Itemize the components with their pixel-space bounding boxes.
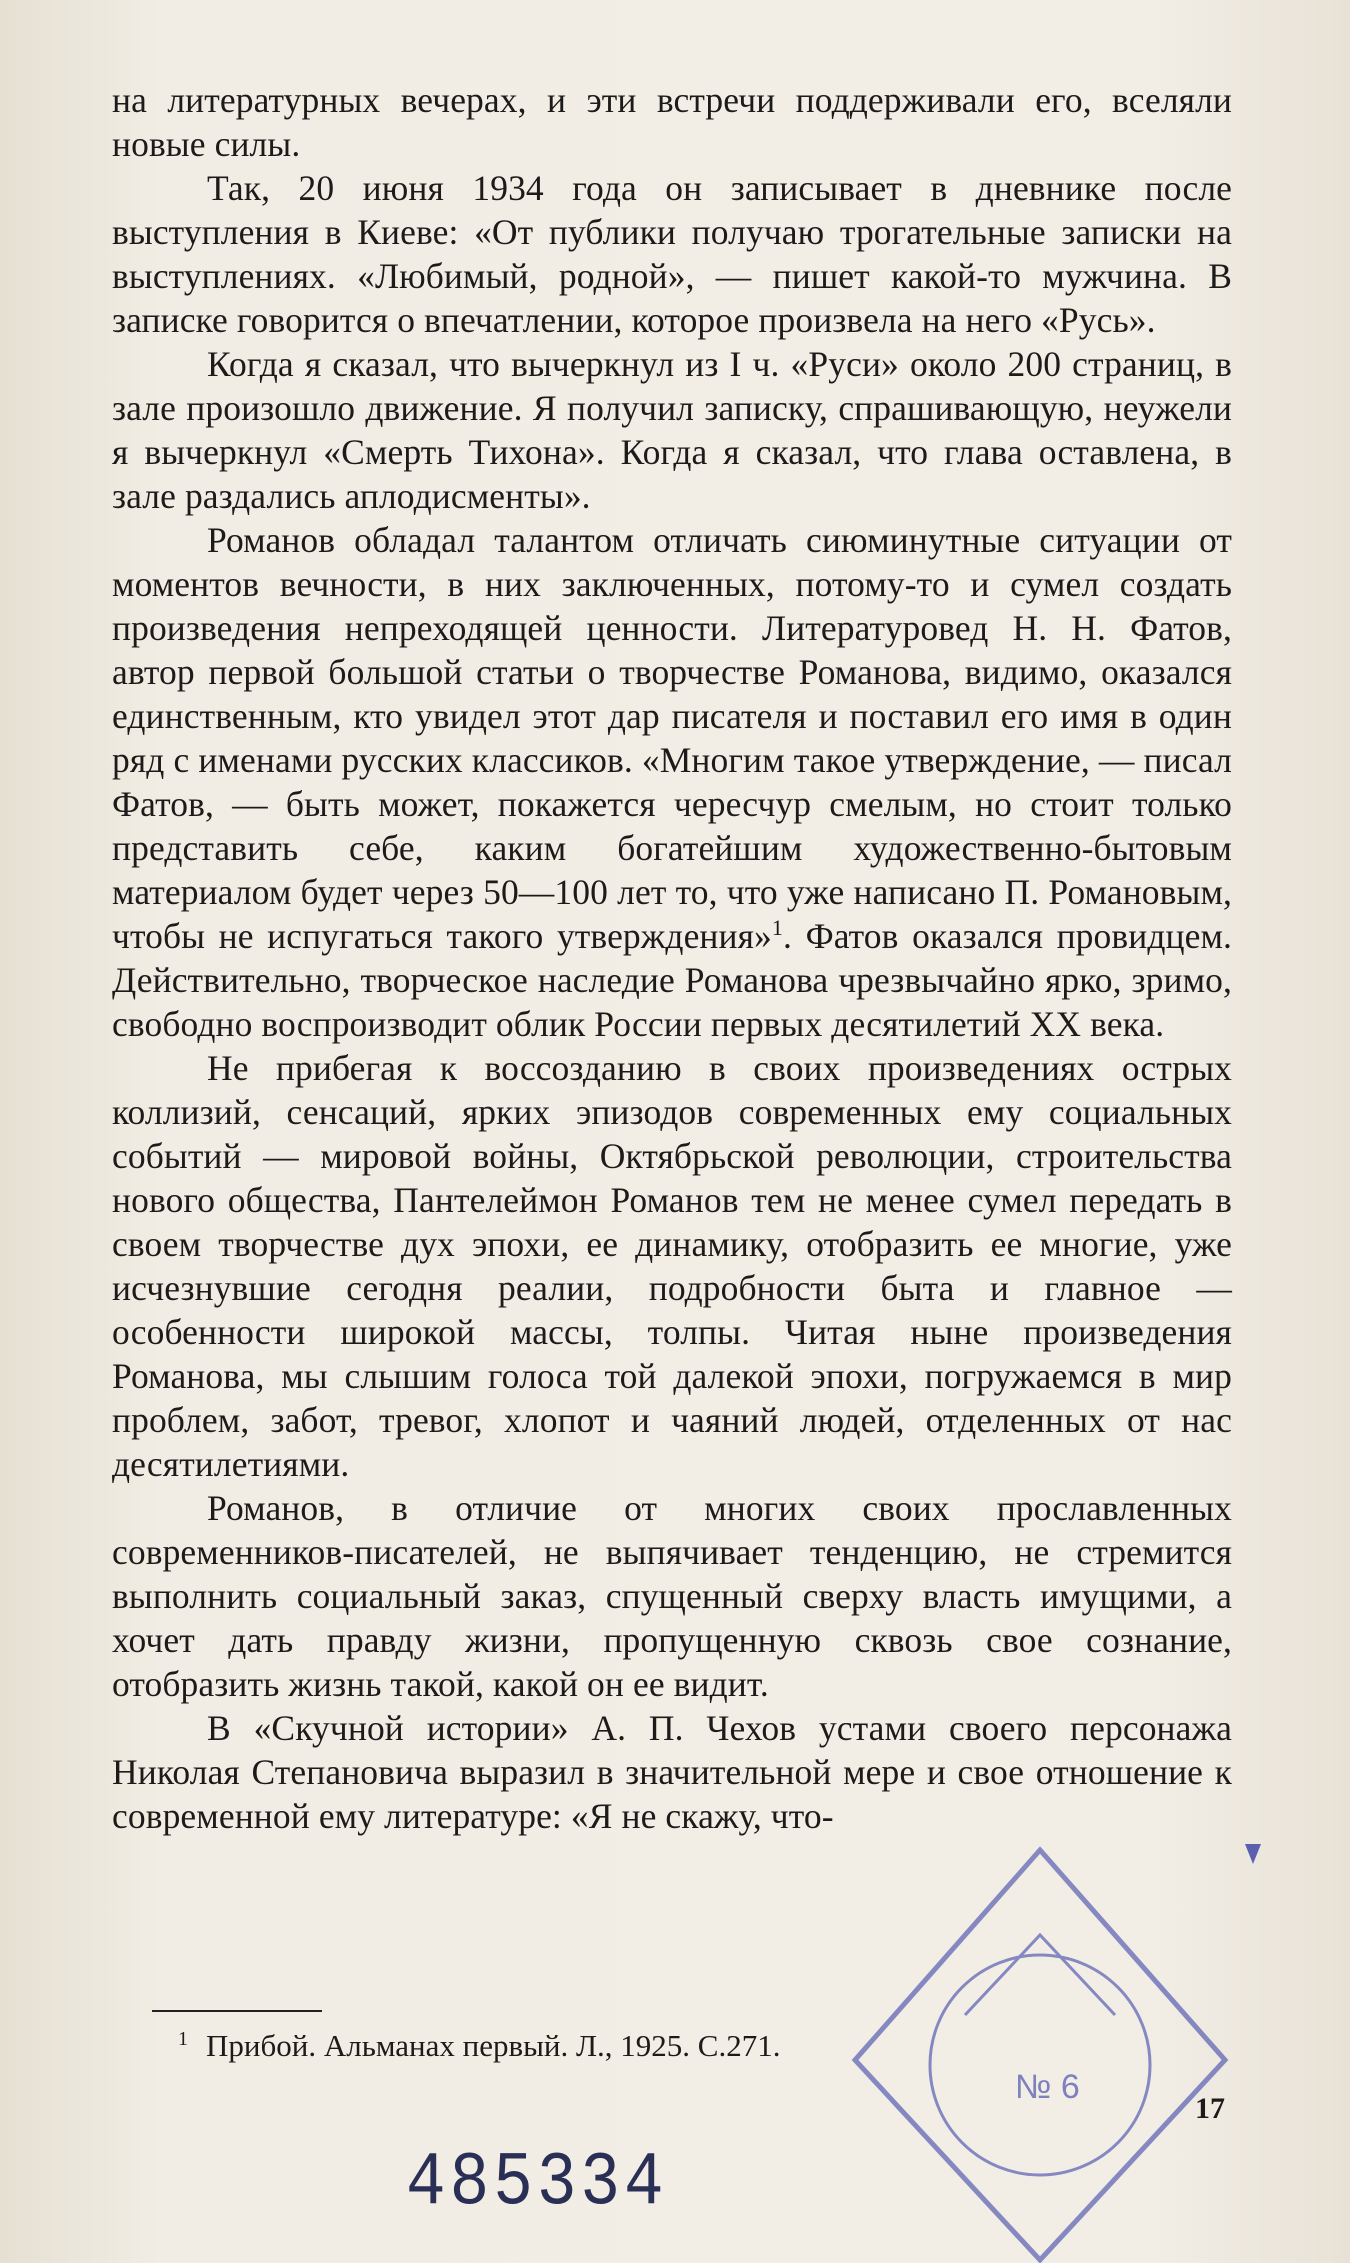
- stamp-number: № 6: [1015, 2068, 1080, 2106]
- footnote-text: Прибой. Альманах первый. Л., 1925. С.271.: [206, 2028, 781, 2063]
- paragraph-2: Так, 20 июня 1934 года он записывает в дневнике после выступления в Киеве: «От публики получаю трогательные записки на выступлениях. «Любимый, родной», — пишет какой-то мужчина. В записке говорится о впечатлении, которое произвела на него «Русь».: [112, 168, 1232, 340]
- paragraph-7: В «Скучной истории» А. П. Чехов устами своего персонажа Николая Степановича выразил в значительной мере и свое отношение к современной ему литературе: «Я не скажу, что-: [112, 1708, 1232, 1836]
- stamp-circle: [930, 1955, 1150, 2175]
- stamp-ink-mark-icon: [1243, 1842, 1263, 1866]
- paragraph-4-text: Романов обладал талантом отличать сиюминутные ситуации от моментов вечности, в них заключенных, потому-то и сумел создать произведения непреходящей ценности. Литературовед Н. Н. Фатов, автор первой большой статьи о творчестве Романова, видимо, оказался единственным, кто увидел этот дар писателя и поставил его имя в один ряд с именами русских классиков. «Многим такое утверждение, — писал Фатов, — быть может, покажется чересчур смелым, но стоит только представить себе, каким богатейшим художественно-бытовым материалом будет через 50—100 лет то, что уже написано П. Романовым, чтобы не испугаться такого утверждения»: [112, 520, 1232, 956]
- inventory-number: 485334: [406, 2140, 668, 2227]
- body-text: [112, 78, 1232, 1838]
- page-number: 17: [1195, 2092, 1225, 2125]
- library-stamp: [840, 1830, 1240, 2263]
- paragraph-4: Романов обладал талантом отличать сиюминутные ситуации от моментов вечности, в них заключенных, потому-то и сумел создать произведения непреходящей ценности. Литературовед Н. Н. Фатов, автор первой большой статьи о творчестве Романова, видимо, оказался единственным, кто увидел этот дар писателя и поставил его имя в один ряд с именами русских классиков. «Многим такое утверждение, — писал Фатов, — быть может, покажется чересчур смелым, но стоит только представить себе, каким богатейшим художественно-бытовым материалом будет через 50—100 лет то, что уже написано П. Романовым, чтобы не испугаться такого утверждения»$^1$. Фатов оказался провидцем. Действительно, творческое наследие Романова чрезвычайно ярко, зримо, свободно воспроизводит облик России первых десятилетий XX века.: [112, 520, 1233, 1044]
- paragraph-3: Когда я сказал, что вычеркнул из I ч. «Руси» около 200 страниц, в зале произошло движение. Я получил записку, спрашивающую, неужели я вычеркнул «Смерть Тихона». Когда я сказал, что глава оставлена, в зале раздались аплодисменты».: [112, 344, 1232, 516]
- footnote-divider: [152, 2010, 322, 2012]
- footnote-number: 1: [178, 2027, 188, 2050]
- footnote: [178, 2026, 780, 2066]
- paragraph-4-continuation: Фатов оказался провидцем. Действительно, творческое наследие Романова чрезвычайно ярко, зримо, свободно воспроизводит облик России первых десятилетий XX века.: [112, 916, 1233, 1044]
- stamp-rhombus: [855, 1850, 1225, 2260]
- paragraph-6: Романов, в отличие от многих своих прославленных современников-писателей, не выпячивает тенденцию, не стремится выполнить социальный заказ, спущенный сверху власть имущими, а хочет дать правду жизни, пропущенную сквозь свое сознание, отобразить жизнь такой, какой он ее видит.: [112, 1488, 1232, 1704]
- paragraph-5: Не прибегая к воссозданию в своих произведениях острых коллизий, сенсаций, ярких эпизодов современных ему социальных событий — мировой войны, Октябрьской революции, строительства нового общества, Пантелеймон Романов тем не менее сумел передать в своем творчестве дух эпохи, ее динамику, отобразить ее многие, уже исчезнувшие сегодня реалии, подробности быта и главное — особенности широкой массы, толпы. Читая ныне произведения Романова, мы слышим голоса той далекой эпохи, погружаемся в мир проблем, забот, тревог, хлопот и чаяний людей, отделенных от нас десятилетиями.: [112, 1048, 1232, 1484]
- footnote-reference: 1: [771, 915, 784, 941]
- paragraph-1: на литературных вечерах, и эти встречи поддерживали его, вселяли новые силы.: [112, 80, 1232, 164]
